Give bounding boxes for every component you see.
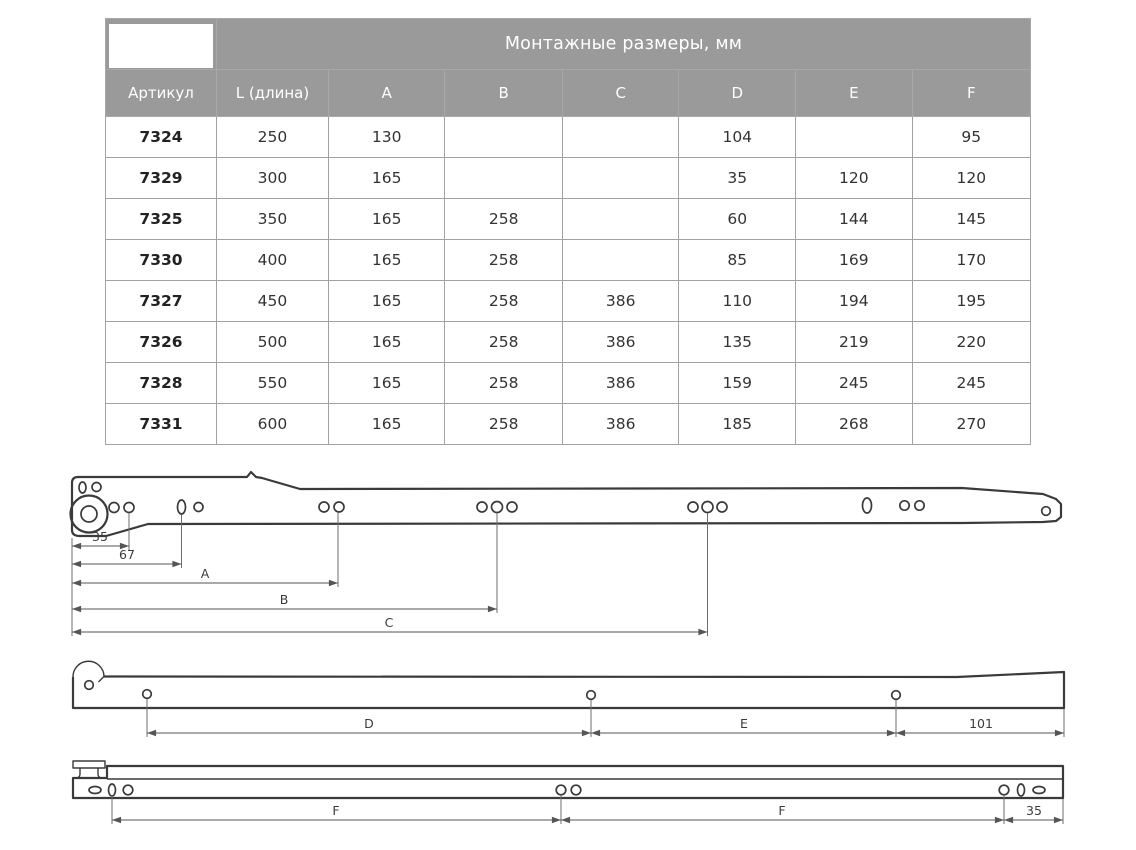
col-header-e: E (796, 70, 913, 117)
table-body (106, 117, 1031, 445)
technical-drawings (0, 460, 1136, 850)
value-cell (445, 117, 562, 158)
article-cell: 7329 (106, 158, 217, 199)
dimension-label: D (364, 716, 374, 731)
dimension-F-right (561, 803, 1004, 820)
value-cell: 144 (796, 199, 913, 240)
screw-hole (194, 503, 203, 512)
screw-hole (688, 502, 698, 512)
table-row (106, 281, 1031, 322)
roller-outer (71, 496, 108, 533)
slot-hole (1018, 784, 1025, 796)
value-cell: 185 (679, 404, 796, 445)
value-cell: 195 (912, 281, 1030, 322)
value-cell: 258 (445, 240, 562, 281)
value-cell: 104 (679, 117, 796, 158)
value-cell: 258 (445, 363, 562, 404)
dimension-A (72, 566, 338, 583)
slot-hole (1033, 787, 1045, 794)
dimension-101 (896, 716, 1064, 733)
dimension-label: A (200, 566, 210, 581)
screw-hole (587, 691, 596, 700)
screw-hole (143, 690, 152, 699)
article-cell: 7328 (106, 363, 217, 404)
screw-hole (477, 502, 487, 512)
corner-blank-box (109, 24, 213, 68)
dimension-67 (72, 547, 182, 564)
table-row (106, 117, 1031, 158)
value-cell: 165 (328, 281, 445, 322)
value-cell: 130 (328, 117, 445, 158)
dimension-C (72, 615, 708, 632)
screw-hole (915, 501, 924, 510)
screw-hole (319, 502, 329, 512)
value-cell: 550 (217, 363, 329, 404)
stud-stem (76, 768, 103, 778)
hook-end (73, 661, 104, 682)
value-cell: 165 (328, 199, 445, 240)
value-cell: 245 (912, 363, 1030, 404)
value-cell: 350 (217, 199, 329, 240)
screw-hole (124, 503, 134, 513)
article-cell: 7325 (106, 199, 217, 240)
value-cell: 386 (562, 363, 679, 404)
screw-hole (556, 785, 566, 795)
value-cell: 500 (217, 322, 329, 363)
dimension-label: 67 (119, 547, 135, 562)
dimension-E (591, 716, 896, 733)
table-row (106, 158, 1031, 199)
value-cell: 120 (796, 158, 913, 199)
value-cell: 219 (796, 322, 913, 363)
screw-hole (717, 502, 727, 512)
value-cell (562, 158, 679, 199)
value-cell (562, 199, 679, 240)
value-cell: 145 (912, 199, 1030, 240)
value-cell: 165 (328, 240, 445, 281)
value-cell: 165 (328, 363, 445, 404)
value-cell: 159 (679, 363, 796, 404)
value-cell: 220 (912, 322, 1030, 363)
screw-hole (571, 785, 581, 795)
value-cell: 270 (912, 404, 1030, 445)
dimension-label: F (778, 803, 786, 818)
rail-outline (72, 472, 1061, 536)
value-cell: 85 (679, 240, 796, 281)
dimension-label: 101 (969, 716, 993, 731)
dimension-B (72, 592, 497, 609)
col-header-f: F (912, 70, 1030, 117)
col-header-c: C (562, 70, 679, 117)
rail-outline (73, 672, 1064, 708)
corner-cell (106, 19, 217, 70)
value-cell: 300 (217, 158, 329, 199)
table-row (106, 199, 1031, 240)
dimension-label: F (332, 803, 340, 818)
table-row (106, 322, 1031, 363)
col-header-article: Артикул (106, 70, 217, 117)
dimension-label: E (740, 716, 748, 731)
screw-hole (109, 503, 119, 513)
value-cell (562, 117, 679, 158)
table-row (106, 240, 1031, 281)
value-cell: 110 (679, 281, 796, 322)
value-cell: 60 (679, 199, 796, 240)
table-row (106, 363, 1031, 404)
value-cell: 450 (217, 281, 329, 322)
stud-cap (73, 761, 105, 768)
col-header-length: L (длина) (217, 70, 329, 117)
value-cell: 120 (912, 158, 1030, 199)
value-cell: 258 (445, 281, 562, 322)
roller-inner (81, 506, 97, 522)
slot-hole (89, 787, 101, 794)
slot-hole (79, 482, 86, 493)
screw-hole (892, 691, 901, 700)
screw-hole (999, 785, 1009, 795)
dimension-D (147, 716, 591, 733)
screw-hole (702, 502, 713, 513)
value-cell (562, 240, 679, 281)
value-cell: 95 (912, 117, 1030, 158)
drawing-bottom-view (73, 761, 1063, 824)
dimension-35-end (1004, 803, 1063, 820)
screw-hole (123, 785, 133, 795)
value-cell: 165 (328, 404, 445, 445)
rail-outline (73, 766, 1063, 798)
slot-hole (109, 784, 116, 796)
value-cell: 250 (217, 117, 329, 158)
value-cell: 386 (562, 281, 679, 322)
article-cell: 7327 (106, 281, 217, 322)
column-header-row (106, 70, 1031, 117)
table-title: Монтажные размеры, мм (217, 19, 1031, 70)
screw-hole (507, 502, 517, 512)
col-header-d: D (679, 70, 796, 117)
table-row (106, 404, 1031, 445)
dimension-label: 35 (1026, 803, 1042, 818)
value-cell: 169 (796, 240, 913, 281)
article-cell: 7324 (106, 117, 217, 158)
value-cell: 165 (328, 322, 445, 363)
dimension-label: 35 (92, 529, 108, 544)
slot-hole (863, 498, 872, 513)
value-cell (445, 158, 562, 199)
value-cell: 400 (217, 240, 329, 281)
dimension-label: B (279, 592, 289, 607)
screw-hole (92, 483, 101, 492)
screw-hole (1042, 507, 1051, 516)
value-cell: 386 (562, 404, 679, 445)
dimension-F-left (112, 803, 561, 820)
table-title-row (106, 19, 1031, 70)
screw-hole (334, 502, 344, 512)
mounting-dimensions-table (105, 18, 1031, 445)
col-header-a: A (328, 70, 445, 117)
drawing-middle-view (73, 661, 1064, 737)
value-cell: 35 (679, 158, 796, 199)
value-cell: 258 (445, 322, 562, 363)
screw-hole (900, 501, 909, 510)
value-cell: 170 (912, 240, 1030, 281)
value-cell: 258 (445, 199, 562, 240)
value-cell: 600 (217, 404, 329, 445)
screw-hole (492, 502, 503, 513)
slot-hole (178, 500, 186, 514)
value-cell: 135 (679, 322, 796, 363)
value-cell: 245 (796, 363, 913, 404)
col-header-b: B (445, 70, 562, 117)
article-cell: 7330 (106, 240, 217, 281)
drawing-top-view (71, 472, 1062, 636)
article-cell: 7326 (106, 322, 217, 363)
value-cell (796, 117, 913, 158)
value-cell: 194 (796, 281, 913, 322)
value-cell: 258 (445, 404, 562, 445)
value-cell: 268 (796, 404, 913, 445)
value-cell: 386 (562, 322, 679, 363)
value-cell: 165 (328, 158, 445, 199)
article-cell: 7331 (106, 404, 217, 445)
screw-hole (85, 681, 94, 690)
dimension-label: C (384, 615, 394, 630)
